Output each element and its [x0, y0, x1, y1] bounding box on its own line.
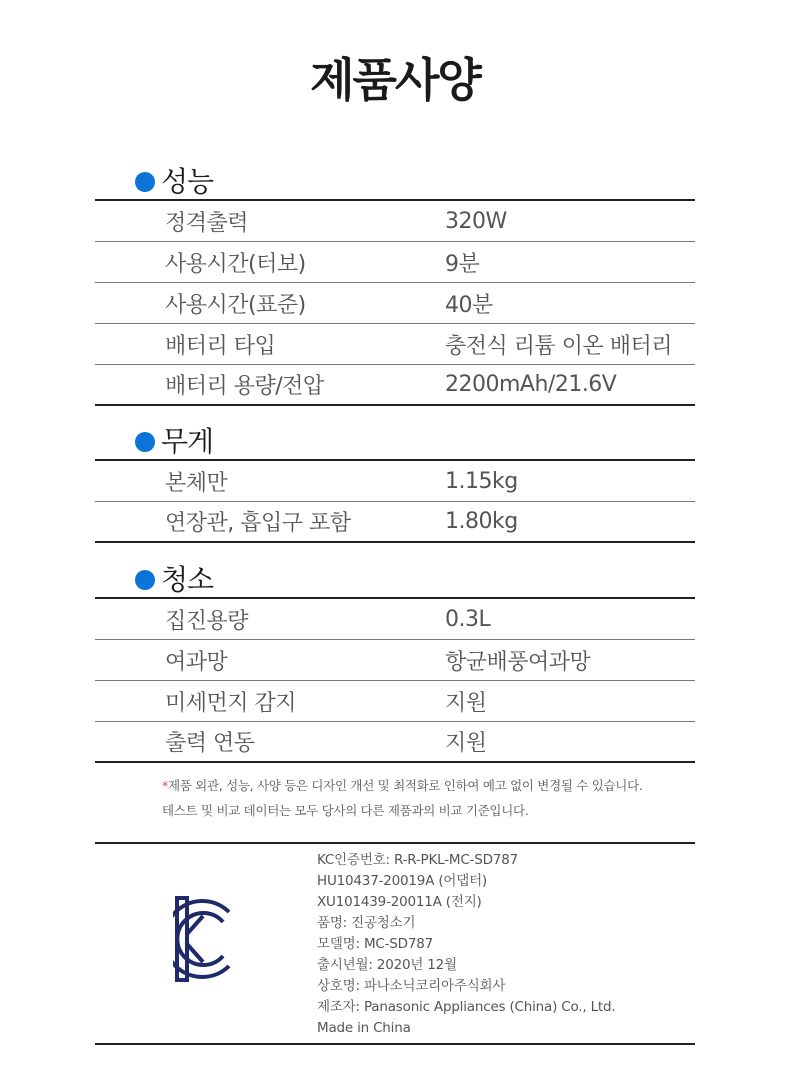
spec-value: 지원 [445, 690, 487, 716]
page-title: 제품사양 [310, 53, 480, 107]
table-row [95, 201, 695, 242]
table-row [95, 365, 695, 406]
certification-block [95, 842, 695, 1045]
cert-line: 모델명: MC-SD787 [317, 936, 434, 952]
table-row [95, 242, 695, 283]
spec-value: 0.3L [445, 606, 491, 632]
section-title: 무게 [161, 425, 214, 458]
spec-value: 9분 [445, 251, 480, 277]
table-row [95, 461, 695, 502]
table-row [95, 640, 695, 681]
spec-value: 40분 [445, 292, 493, 318]
spec-label: 정격출력 [165, 210, 249, 236]
disclaimer-line [162, 773, 643, 798]
cert-line: XU101439-20011A (전지) [317, 894, 482, 910]
section-header [95, 559, 695, 599]
disclaimer-text: 제품 외관, 성능, 사양 등은 디자인 개선 및 최적화로 인하여 예고 없이 변경될 수 있습니다. [167, 778, 643, 793]
kc-mark-icon [173, 894, 233, 984]
spec-label: 집진용량 [165, 608, 249, 634]
spec-value: 지원 [445, 731, 487, 756]
disclaimer-notes [162, 773, 643, 823]
cert-line: 상호명: 파나소닉코리아주식회사 [317, 978, 506, 994]
spec-section-weight [95, 421, 695, 543]
bullet-dot-icon [135, 172, 155, 192]
cert-line: 제조자: Panasonic Appliances (China) Co., Ltd. [317, 999, 616, 1015]
disclaimer-line: 테스트 및 비교 데이터는 모두 당사의 다른 제품과의 비교 기준입니다. [162, 803, 529, 818]
table-row [95, 324, 695, 365]
spec-label: 사용시간(표준) [165, 292, 306, 318]
bullet-dot-icon [135, 570, 155, 590]
cert-line: Made in China [317, 1020, 411, 1036]
asterisk-mark: * [162, 778, 168, 793]
spec-label: 배터리 용량/전압 [165, 374, 324, 399]
spec-label: 사용시간(터보) [165, 251, 306, 277]
spec-label: 여과망 [165, 649, 228, 675]
bullet-dot-icon [135, 432, 155, 452]
spec-value: 1.15kg [445, 468, 518, 494]
spec-section-cleaning [95, 559, 695, 763]
cert-line: KC인증번호: R-R-PKL-MC-SD787 [317, 852, 518, 868]
cert-line: 품명: 진공청소기 [317, 915, 416, 931]
table-row [95, 502, 695, 543]
certification-lines [317, 850, 615, 1039]
table-row [95, 283, 695, 324]
spec-label: 출력 연동 [165, 731, 255, 756]
spec-value: 1.80kg [445, 509, 518, 534]
section-header [95, 161, 695, 201]
cert-line: HU10437-20019A (어댑터) [317, 873, 487, 889]
spec-label: 미세먼지 감지 [165, 690, 297, 716]
spec-value: 항균배풍여과망 [445, 649, 591, 675]
spec-value: 충전식 리튬 이온 배터리 [445, 333, 673, 359]
section-header [95, 421, 695, 461]
spec-label: 배터리 타입 [165, 333, 276, 359]
section-title: 청소 [161, 563, 214, 596]
section-title: 성능 [161, 165, 214, 198]
table-row [95, 599, 695, 640]
spec-value: 320W [445, 208, 507, 234]
spec-value: 2200mAh/21.6V [445, 372, 617, 397]
table-row [95, 722, 695, 763]
cert-line: 출시년월: 2020년 12월 [317, 957, 457, 973]
spec-label: 본체만 [165, 470, 228, 496]
spec-section-performance [95, 161, 695, 406]
spec-label: 연장관, 흡입구 포함 [165, 511, 351, 536]
table-row [95, 681, 695, 722]
